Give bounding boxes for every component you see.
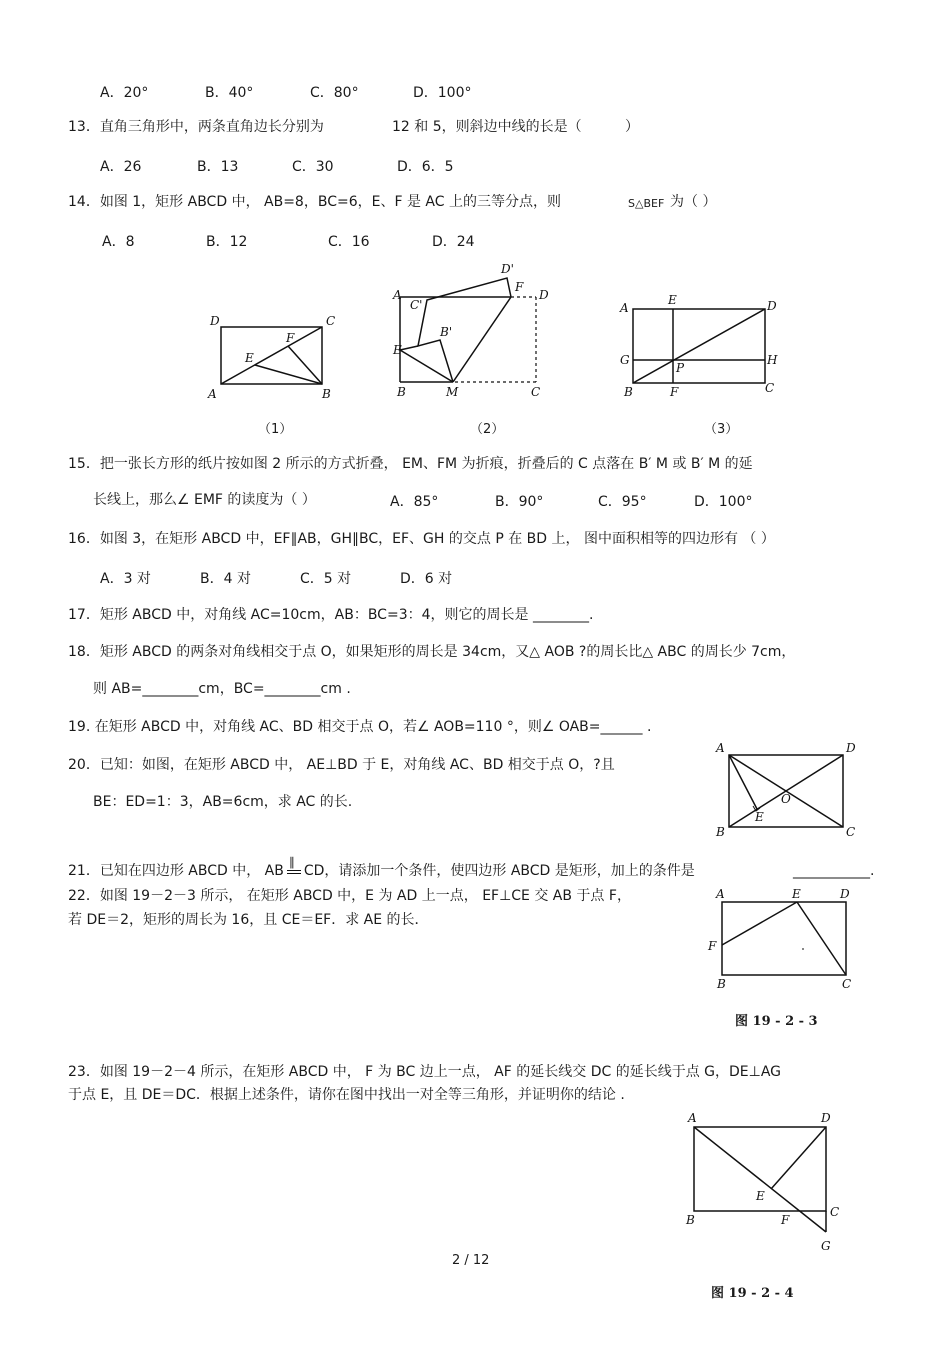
- fig2-caption: （2）: [470, 422, 505, 437]
- fig1-label-f: F: [286, 331, 295, 345]
- q14-option-b: B．12: [206, 234, 248, 250]
- fig3-caption: （3）: [704, 422, 739, 437]
- fig3-label-c: C: [765, 381, 775, 395]
- fig1-label-e: E: [245, 351, 254, 365]
- q14-text-a: 14．如图 1，矩形 ABCD 中， AB=8，BC=6，E、F 是 AC 上的三等分点，则: [68, 194, 561, 210]
- q20-label-c: C: [846, 825, 856, 839]
- q12-option-c: C．80°: [310, 85, 359, 101]
- fig2-label-e: E: [393, 343, 402, 357]
- q21-parallel-equal-sign: ∥: [284, 862, 304, 880]
- q13-option-a: A．26: [100, 159, 142, 175]
- q15-option-d: D．100°: [694, 494, 753, 510]
- fig2-label-b: B: [397, 385, 406, 399]
- q15-option-b: B．90°: [495, 494, 544, 510]
- q22-label-a: A: [716, 887, 725, 901]
- q22-label-d: D: [840, 887, 850, 901]
- q13-option-d: D．6．5: [397, 159, 454, 175]
- fig2-label-c: C: [531, 385, 541, 399]
- q17-text: 17．矩形 ABCD 中，对角线 AC=10cm，AB：BC=3：4，则它的周长是 ________.: [68, 607, 594, 623]
- q12-option-a: A．20°: [100, 85, 149, 101]
- q20-label-a: A: [716, 741, 725, 755]
- fig-19-2-4-caption: 图 19 - 2 - 4: [711, 1286, 794, 1301]
- q13-text-a: 13．直角三角形中，两条直角边长分别为: [68, 119, 324, 135]
- q15-line1: 15．把一张长方形的纸片按如图 2 所示的方式折叠， EM、FM 为折痕，折叠后的 C 点落在 B′ M 或 B′ M 的延: [68, 456, 753, 472]
- q23-label-b: B: [686, 1213, 695, 1227]
- q22-label-b: B: [717, 977, 726, 991]
- fig3-label-g: G: [620, 353, 630, 367]
- page-number: 2 / 12: [452, 1253, 490, 1268]
- q23-label-f: F: [781, 1213, 790, 1227]
- q22-label-e: E: [792, 887, 801, 901]
- q12-option-d: D．100°: [413, 85, 472, 101]
- fig3-label-h: H: [767, 353, 778, 367]
- q22-label-c: C: [842, 977, 852, 991]
- q13-option-c: C．30: [292, 159, 334, 175]
- fig3-label-p: P: [676, 361, 685, 375]
- fig1-caption: （1）: [258, 422, 293, 437]
- figure-3: [612, 292, 782, 404]
- q14-option-c: C．16: [328, 234, 370, 250]
- fig1-label-d: D: [210, 314, 220, 328]
- fig3-label-f: F: [670, 385, 679, 399]
- q14-text-b: 为（ ）: [670, 194, 717, 210]
- q20-line1: 20．已知：如图，在矩形 ABCD 中， AE⊥BD 于 E，对角线 AC、BD 相交于点 O，?且: [68, 757, 615, 773]
- q14-option-d: D．24: [432, 234, 475, 250]
- fig2-label-b-prime: B': [440, 325, 453, 339]
- figure-q20: [712, 740, 862, 840]
- q22-label-f: F: [708, 939, 717, 953]
- fig2-label-d-prime: D': [501, 262, 514, 276]
- q23-label-e: E: [756, 1189, 765, 1203]
- figure-1: [200, 310, 350, 405]
- q15-line2: 长线上，那么∠ EMF 的读度为（ ）: [93, 492, 316, 508]
- q14-area-symbol: S△BEF: [628, 197, 665, 210]
- q16-text: 16．如图 3，在矩形 ABCD 中，EF∥AB，GH∥BC，EF、GH 的交点 P 在 BD 上， 图中面积相等的四边形有 （ ）: [68, 531, 775, 547]
- fig3-label-e: E: [668, 293, 677, 307]
- q23-label-d: D: [821, 1111, 831, 1125]
- figure-19-2-4: [680, 1108, 855, 1253]
- q23-line2: 于点 E，且 DE＝DC．根据上述条件，请你在图中找出一对全等三角形，并证明你的结论 .: [68, 1087, 625, 1103]
- q16-option-a: A．3 对: [100, 571, 151, 587]
- q18-line2: 则 AB=________cm，BC=________cm .: [93, 681, 351, 697]
- q21-blank: ___________.: [793, 863, 875, 879]
- q20-label-o: O: [781, 792, 791, 806]
- fig2-label-c-prime: C': [410, 298, 423, 312]
- fig2-label-a: A: [393, 288, 402, 302]
- q23-label-g: G: [821, 1239, 831, 1253]
- fig3-label-a: A: [620, 301, 629, 315]
- q20-label-e: E: [755, 810, 764, 824]
- fig1-label-c: C: [326, 314, 336, 328]
- q15-option-c: C．95°: [598, 494, 647, 510]
- q20-line2: BE：ED=1：3，AB=6cm，求 AC 的长.: [93, 794, 353, 810]
- q16-option-c: C．5 对: [300, 571, 352, 587]
- q22-line2: 若 DE＝2，矩形的周长为 16，且 CE＝EF．求 AE 的长．: [68, 912, 429, 928]
- q13-option-b: B．13: [197, 159, 239, 175]
- q22-line1: 22．如图 19－2－3 所示， 在矩形 ABCD 中，E 为 AD 上一点， EF⊥CE 交 AB 于点 F，: [68, 888, 631, 904]
- q18-line1: 18．矩形 ABCD 的两条对角线相交于点 O，如果矩形的周长是 34cm，又△ AOB ?的周长比△ ABC 的周长少 7cm，: [68, 644, 796, 660]
- q13-text-b: 12 和 5，则斜边中线的长是（: [392, 119, 582, 135]
- q16-option-d: D．6 对: [400, 571, 453, 587]
- fig1-label-b: B: [322, 387, 331, 401]
- q16-option-b: B．4 对: [200, 571, 251, 587]
- fig3-label-d: D: [767, 299, 777, 313]
- fig2-label-m: M: [446, 385, 459, 399]
- fig1-label-a: A: [208, 387, 217, 401]
- q13-text-c: ）: [625, 119, 639, 135]
- fig2-label-f: F: [515, 280, 524, 294]
- q21-text-b: CD，请添加一个条件，使四边形 ABCD 是矩形，加上的条件是: [303, 863, 695, 879]
- q21-text: [68, 855, 695, 880]
- q20-label-b: B: [716, 825, 725, 839]
- q14-option-a: A．8: [102, 234, 135, 250]
- fig3-label-b: B: [624, 385, 633, 399]
- fig-19-2-3-caption: 图 19 - 2 - 3: [735, 1014, 818, 1029]
- fig2-label-d: D: [539, 288, 549, 302]
- q12-option-b: B．40°: [205, 85, 254, 101]
- q23-label-c: C: [830, 1205, 840, 1219]
- q23-label-a: A: [688, 1111, 697, 1125]
- q15-option-a: A．85°: [390, 494, 439, 510]
- figure-2: [385, 258, 560, 403]
- q19-text: 19. 在矩形 ABCD 中，对角线 AC、BD 相交于点 O，若∠ AOB=110 °，则∠ OAB=______ .: [68, 719, 652, 735]
- q21-text-a: 21．已知在四边形 ABCD 中， AB: [68, 863, 284, 879]
- q23-line1: 23．如图 19－2－4 所示，在矩形 ABCD 中， F 为 BC 边上一点， AF 的延长线交 DC 的延长线于点 G，DE⊥AG: [68, 1064, 782, 1080]
- figure-19-2-3: [702, 882, 862, 992]
- q20-label-d: D: [846, 741, 856, 755]
